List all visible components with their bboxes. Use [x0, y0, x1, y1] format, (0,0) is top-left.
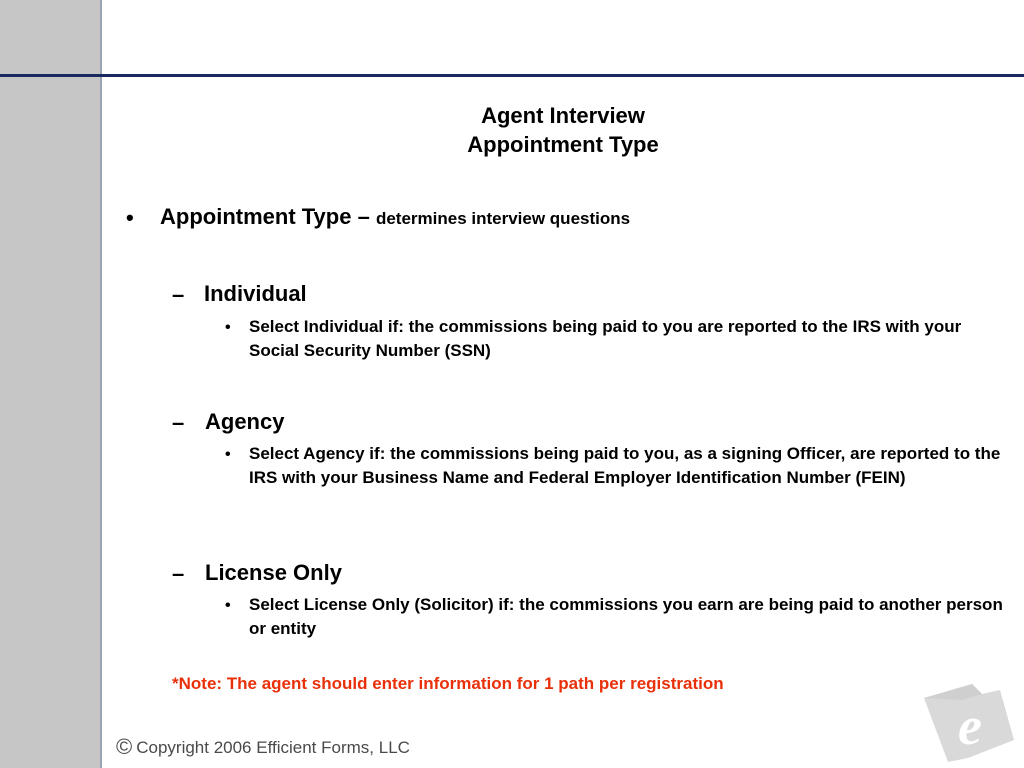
title-line-2: Appointment Type	[467, 132, 659, 157]
option-label-agency: Agency	[205, 409, 285, 434]
bullet-marker: •	[126, 205, 134, 230]
option-label-license-only: License Only	[205, 560, 342, 585]
sub-bullet-marker: •	[225, 597, 231, 614]
header-rule	[0, 74, 1024, 77]
option-description-agency: Select Agency if: the commissions being paid to you, as a signing Officer, are reported to the IRS with your Business Name and Federal Employer Identification Number (FEIN)	[249, 444, 1001, 487]
option-label-individual: Individual	[204, 281, 307, 306]
dash-marker: –	[172, 282, 185, 307]
copyright-footer	[116, 734, 410, 760]
option-description-individual: Select Individual if: the commissions being paid to you are reported to the IRS with your Social Security Number (SSN)	[249, 317, 962, 360]
sub-bullet-marker: •	[225, 319, 231, 336]
slide-title	[102, 101, 1024, 159]
dash-marker: –	[172, 561, 185, 586]
copyright-symbol: ©	[116, 734, 133, 759]
dash-marker: –	[172, 410, 185, 435]
title-line-1: Agent Interview	[481, 103, 645, 128]
left-sidebar-band	[0, 0, 102, 768]
copyright-text: Copyright 2006 Efficient Forms, LLC	[136, 738, 410, 757]
appointment-type-heading	[160, 204, 630, 230]
efficient-forms-logo-icon	[918, 678, 1018, 764]
option-description-license-only: Select License Only (Solicitor) if: the commissions you earn are being paid to another person or entity	[249, 595, 1003, 638]
heading-subtext: determines interview questions	[375, 209, 631, 228]
registration-note: *Note: The agent should enter information for 1 path per registration	[172, 674, 724, 693]
sub-bullet-marker: •	[225, 446, 231, 463]
logo-letter: e	[958, 696, 982, 756]
heading-text: Appointment Type –	[160, 204, 370, 229]
